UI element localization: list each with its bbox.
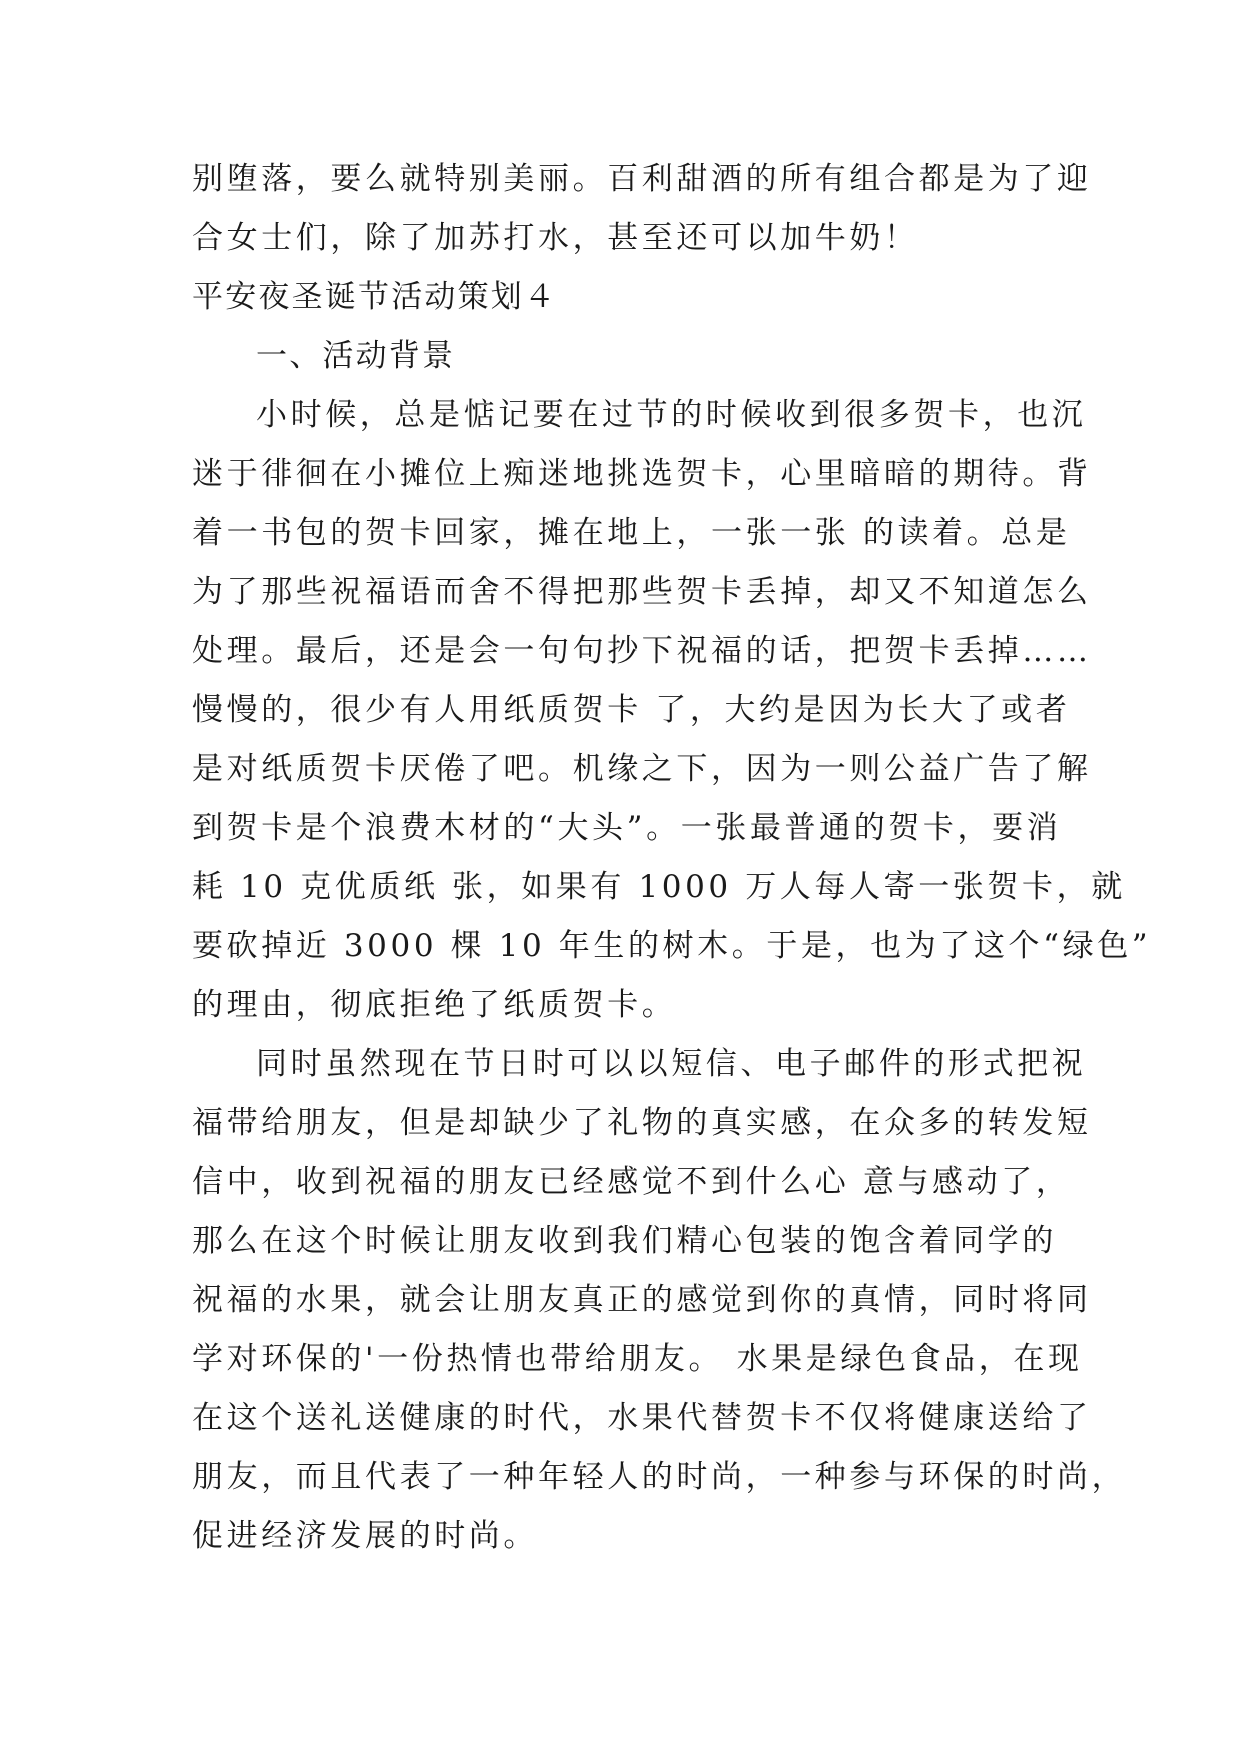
paragraph-line: 到贺卡是个浪费木材的“大头”。一张最普通的贺卡，要消 <box>192 810 1062 846</box>
paragraph-line: 着一书包的贺卡回家，摊在地上，一张一张 的读着。总是 <box>192 515 1071 551</box>
paragraph-line: 要砍掉近 3000 棵 10 年生的树木。于是，也为了这个“绿色” <box>192 928 1152 964</box>
paragraph-line: 为了那些祝福语而舍不得把那些贺卡丢掉，却又不知道怎么 <box>192 574 1092 610</box>
paragraph-line: 同时虽然现在节日时可以以短信、电子邮件的形式把祝 <box>256 1046 1087 1082</box>
paragraph-line: 耗 10 克优质纸 张，如果有 1000 万人每人寄一张贺卡，就 <box>192 869 1126 905</box>
paragraph-line: 祝福的水果，就会让朋友真正的感觉到你的真情，同时将同 <box>192 1282 1092 1318</box>
paragraph-line: 那么在这个时候让朋友收到我们精心包装的饱含着同学的 <box>192 1223 1057 1259</box>
paragraph-line: 朋友，而且代表了一种年轻人的时尚，一种参与环保的时尚， <box>192 1459 1127 1495</box>
document-body <box>192 150 1152 1566</box>
paragraph-line: 福带给朋友，但是却缺少了礼物的真实感，在众多的转发短 <box>192 1105 1092 1141</box>
paragraph-line: 在这个送礼送健康的时代，水果代替贺卡不仅将健康送给了 <box>192 1400 1092 1436</box>
paragraph-line: 小时候，总是惦记要在过节的时候收到很多贺卡，也沉 <box>256 397 1087 433</box>
paragraph-line: 是对纸质贺卡厌倦了吧。机缘之下，因为一则公益广告了解 <box>192 751 1092 787</box>
paragraph-line: 信中，收到祝福的朋友已经感觉不到什么心 意与感动了， <box>192 1164 1071 1200</box>
paragraph-line: 慢慢的，很少有人用纸质贺卡 了，大约是因为长大了或者 <box>192 692 1071 728</box>
paragraph-line: 处理。最后，还是会一句句抄下祝福的话，把贺卡丢掉…… <box>192 633 1092 669</box>
paragraph-line: 迷于徘徊在小摊位上痴迷地挑选贺卡，心里暗暗的期待。背 <box>192 456 1092 492</box>
paragraph-line: 的理由，彻底拒绝了纸质贺卡。 <box>192 987 677 1023</box>
section-title: 平安夜圣诞节活动策划４ <box>192 279 558 315</box>
paragraph-line: 学对环保的'一份热情也带给朋友。 水果是绿色食品，在现 <box>192 1341 1083 1377</box>
paragraph-line: 合女士们，除了加苏打水，甚至还可以加牛奶！ <box>192 220 919 256</box>
paragraph-line: 促进经济发展的时尚。 <box>192 1518 538 1554</box>
paragraph-line: 别堕落，要么就特别美丽。百利甜酒的所有组合都是为了迎 <box>192 161 1092 197</box>
subsection-heading: 一、活动背景 <box>256 338 456 374</box>
